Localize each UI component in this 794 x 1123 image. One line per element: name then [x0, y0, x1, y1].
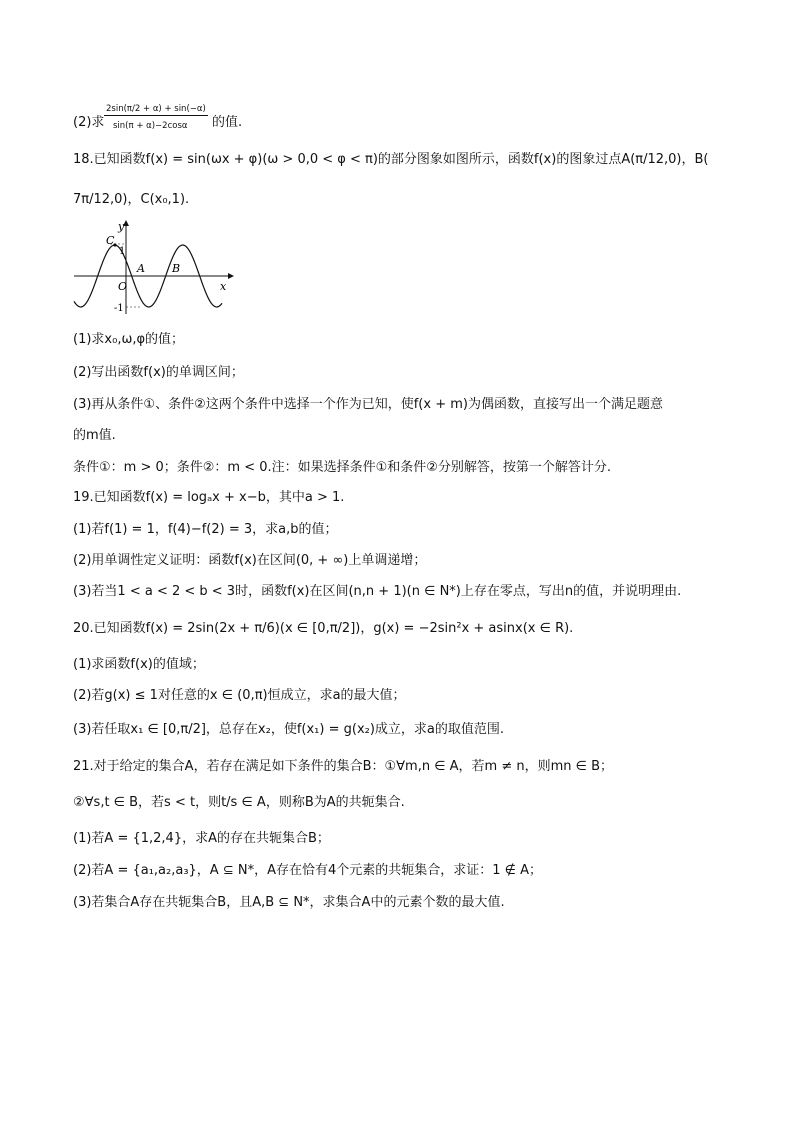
label-A: A: [137, 262, 145, 275]
q17-fraction-numerator: 2sin(π/2 + α) + sin(−α): [106, 104, 206, 114]
label-y: y: [118, 220, 125, 233]
q17-part2-suffix: 的值.: [212, 115, 243, 130]
q19-part1: (1)若f(1) = 1，f(4)−f(2) = 3，求a,b的值；: [73, 522, 338, 537]
tick-1: 1: [119, 246, 126, 257]
q18-part1: (1)求x₀,ω,φ的值；: [73, 332, 185, 347]
q17-part2-prefix: (2)求: [73, 115, 105, 130]
q21-stem-line2: ②∀s,t ∈ B，若s < t，则t/s ∈ A，则称B为A的共轭集合.: [73, 795, 405, 810]
q19-part2: (2)用单调性定义证明：函数f(x)在区间(0, + ∞)上单调递增；: [73, 553, 427, 568]
x-axis-arrow: [228, 273, 234, 279]
q20-part3: (3)若任取x₁ ∈ [0,π/2]，总存在x₂，使f(x₁) = g(x₂)成立，求a的取值范围.: [73, 722, 505, 737]
label-x: x: [220, 280, 227, 293]
q18-conditions: 条件①：m > 0；条件②：m < 0.注：如果选择条件①和条件②分别解答，按第一个解答计分.: [73, 460, 612, 475]
q20-part2: (2)若g(x) ≤ 1对任意的x ∈ (0,π)恒成立，求a的最大值；: [73, 688, 406, 703]
q21-stem-line1: 21.对于给定的集合A，若存在满足如下条件的集合B：①∀m,n ∈ A，若m ≠ n，则mn ∈ B；: [73, 759, 614, 774]
label-C: C: [106, 234, 115, 247]
q20-part1: (1)求函数f(x)的值域；: [73, 657, 205, 672]
q18-stem-line2: 7π/12,0)，C(x₀,1).: [73, 192, 190, 207]
label-B: B: [172, 262, 181, 275]
q21-part2: (2)若A = {a₁,a₂,a₃}，A ⊆ N*，A存在恰有4个元素的共轭集合，求证：1 ∉ A；: [73, 863, 542, 878]
q18-part2: (2)写出函数f(x)的单调区间；: [73, 365, 244, 380]
q21-part3: (3)若集合A存在共轭集合B，且A,B ⊆ N*，求集合A中的元素个数的最大值.: [73, 895, 505, 910]
tick-minus-1: -1: [114, 303, 124, 314]
q17-fraction-denominator: sin(π + α)−2cosα: [113, 121, 188, 131]
q20-stem: 20.已知函数f(x) = 2sin(2x + π/6)(x ∈ [0,π/2])，g(x) = −2sin²x + asinx(x ∈ R).: [73, 621, 574, 636]
q19-part3: (3)若当1 < a < 2 < b < 3时，函数f(x)在区间(n,n + 1)(n ∈ N*)上存在零点，写出n的值，并说明理由.: [73, 584, 682, 599]
q18-sine-graph: [70, 218, 235, 318]
q19-stem: 19.已知函数f(x) = logₐx + x−b，其中a > 1.: [73, 490, 345, 505]
q18-stem-line1: 18.已知函数f(x) = sin(ωx + φ)(ω > 0,0 < φ < π)的部分图象如图所示，函数f(x)的图象过点A(π/12,0)，B(: [73, 152, 709, 167]
q21-part1: (1)若A = {1,2,4}，求A的存在共轭集合B；: [73, 831, 330, 846]
q18-part3-line1: (3)再从条件①、条件②这两个条件中选择一个作为已知，使f(x + m)为偶函数，直接写出一个满足题意: [73, 397, 663, 412]
label-origin: O: [118, 280, 128, 293]
q18-part3-line2: 的m值.: [73, 428, 116, 443]
